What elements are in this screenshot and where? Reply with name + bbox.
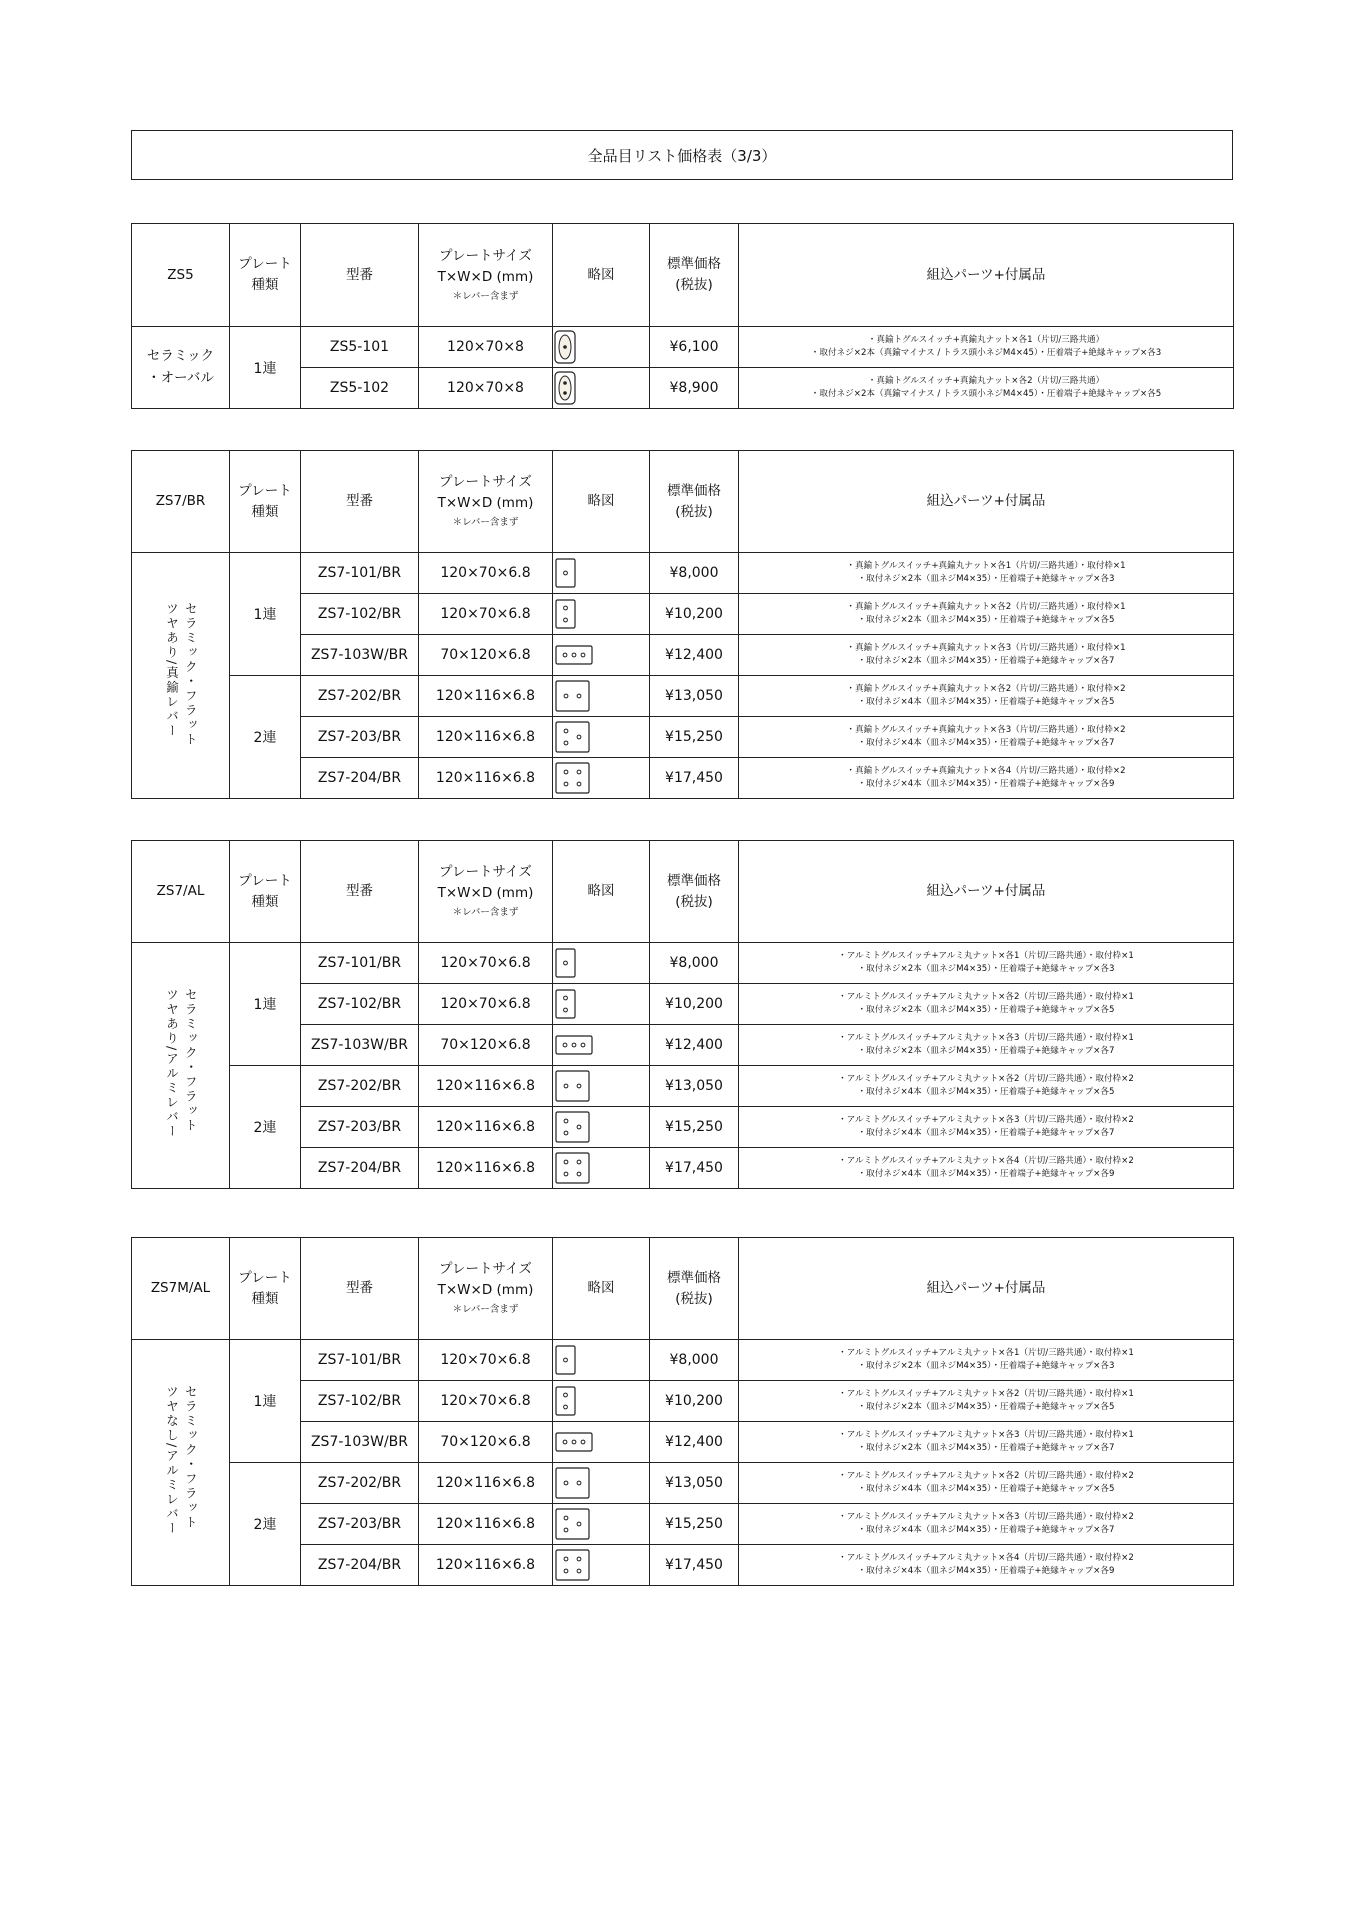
- size-cell: 70×120×6.8: [419, 1422, 553, 1463]
- table-row: [132, 1066, 1234, 1107]
- table-header-row: [132, 1238, 1234, 1340]
- price-header: 標準価格 (税抜): [650, 224, 739, 327]
- price-cell: ¥15,250: [650, 717, 739, 758]
- model-cell: ZS7-102/BR: [301, 1381, 419, 1422]
- model-cell: ZS7-103W/BR: [301, 1422, 419, 1463]
- model-cell: ZS7-203/BR: [301, 1504, 419, 1545]
- table-header-row: [132, 841, 1234, 943]
- parts-cell: ・アルミトグルスイッチ+アルミ丸ナット×各3（片切/三路共通）・取付枠×2 ・取付ネジ×4本（皿ネジM4×35）・圧着端子+絶縁キャップ×各7: [739, 1107, 1234, 1148]
- plate-type-header: プレート 種類: [230, 1238, 301, 1340]
- parts-cell: ・真鍮トグルスイッチ+真鍮丸ナット×各2（片切/三路共通） ・取付ネジ×2本（真鍮マイナス / トラス頭小ネジM4×45）・圧着端子+絶縁キャップ×各5: [739, 368, 1234, 409]
- plate-1-switch-diagram: [553, 553, 650, 594]
- plate-1-switch-diagram: [553, 943, 650, 984]
- gang-label: 1連: [230, 1340, 301, 1463]
- size-cell: 120×70×6.8: [419, 984, 553, 1025]
- price-cell: ¥13,050: [650, 1066, 739, 1107]
- size-header: プレートサイズ T×W×D (mm) ＊レバー含まず: [419, 224, 553, 327]
- parts-cell: ・アルミトグルスイッチ+アルミ丸ナット×各1（片切/三路共通）・取付枠×1 ・取付ネジ×2本（皿ネジM4×35）・圧着端子+絶縁キャップ×各3: [739, 1340, 1234, 1381]
- parts-cell: ・アルミトグルスイッチ+アルミ丸ナット×各2（片切/三路共通）・取付枠×2 ・取付ネジ×4本（皿ネジM4×35）・圧着端子+絶縁キャップ×各5: [739, 1463, 1234, 1504]
- price-cell: ¥17,450: [650, 1148, 739, 1189]
- plate-category: セラミック・フラット ツヤあり/真鍮レバー: [132, 553, 230, 799]
- table-row: [132, 676, 1234, 717]
- model-cell: ZS5-102: [301, 368, 419, 409]
- gang-label: 1連: [230, 943, 301, 1066]
- model-cell: ZS7-204/BR: [301, 1545, 419, 1586]
- size-cell: 120×116×6.8: [419, 1463, 553, 1504]
- size-cell: 120×116×6.8: [419, 1148, 553, 1189]
- plate-type-header: プレート 種類: [230, 451, 301, 553]
- plate-4-switch-double-diagram: [553, 758, 650, 799]
- price-cell: ¥15,250: [650, 1107, 739, 1148]
- price-cell: ¥10,200: [650, 594, 739, 635]
- size-cell: 120×70×6.8: [419, 1340, 553, 1381]
- price-cell: ¥13,050: [650, 676, 739, 717]
- model-cell: ZS7-103W/BR: [301, 1025, 419, 1066]
- price-cell: ¥6,100: [650, 327, 739, 368]
- model-cell: ZS7-102/BR: [301, 984, 419, 1025]
- size-cell: 120×116×6.8: [419, 717, 553, 758]
- model-cell: ZS7-204/BR: [301, 1148, 419, 1189]
- plate-3-switch-double-diagram: [553, 1107, 650, 1148]
- model-header: 型番: [301, 1238, 419, 1340]
- parts-cell: ・アルミトグルスイッチ+アルミ丸ナット×各3（片切/三路共通）・取付枠×1 ・取付ネジ×2本（皿ネジM4×35）・圧着端子+絶縁キャップ×各7: [739, 1025, 1234, 1066]
- price-cell: ¥8,900: [650, 368, 739, 409]
- plate-category: セラミック ・オーバル: [132, 327, 230, 409]
- gang-label: 2連: [230, 676, 301, 799]
- size-header: プレートサイズ T×W×D (mm) ＊レバー含まず: [419, 451, 553, 553]
- plate-4-switch-double-diagram: [553, 1148, 650, 1189]
- plate-type-header: プレート 種類: [230, 841, 301, 943]
- parts-header: 組込パーツ+付属品: [739, 224, 1234, 327]
- price-cell: ¥10,200: [650, 1381, 739, 1422]
- parts-cell: ・真鍮トグルスイッチ+真鍮丸ナット×各1（片切/三路共通）・取付枠×1 ・取付ネジ×2本（皿ネジM4×35）・圧着端子+絶縁キャップ×各3: [739, 553, 1234, 594]
- model-cell: ZS7-203/BR: [301, 1107, 419, 1148]
- price-cell: ¥8,000: [650, 553, 739, 594]
- price-cell: ¥12,400: [650, 1025, 739, 1066]
- price-cell: ¥15,250: [650, 1504, 739, 1545]
- table-header-row: [132, 224, 1234, 327]
- size-cell: 70×120×6.8: [419, 635, 553, 676]
- price-header: 標準価格 (税抜): [650, 451, 739, 553]
- model-cell: ZS7-203/BR: [301, 717, 419, 758]
- gang-label: 1連: [230, 327, 301, 409]
- table-row: [132, 1340, 1234, 1381]
- price-table-section-2: [131, 840, 1234, 1189]
- plate-category: セラミック・フラット ツヤなし/アルミレバー: [132, 1340, 230, 1586]
- parts-cell: ・アルミトグルスイッチ+アルミ丸ナット×各3（片切/三路共通）・取付枠×2 ・取付ネジ×4本（皿ネジM4×35）・圧着端子+絶縁キャップ×各7: [739, 1504, 1234, 1545]
- table-row: [132, 553, 1234, 594]
- parts-cell: ・真鍮トグルスイッチ+真鍮丸ナット×各4（片切/三路共通）・取付枠×2 ・取付ネジ×4本（皿ネジM4×35）・圧着端子+絶縁キャップ×各9: [739, 758, 1234, 799]
- gang-label: 2連: [230, 1066, 301, 1189]
- model-cell: ZS7-204/BR: [301, 758, 419, 799]
- diagram-header: 略図: [553, 841, 650, 943]
- model-cell: ZS5-101: [301, 327, 419, 368]
- parts-cell: ・アルミトグルスイッチ+アルミ丸ナット×各4（片切/三路共通）・取付枠×2 ・取付ネジ×4本（皿ネジM4×35）・圧着端子+絶縁キャップ×各9: [739, 1545, 1234, 1586]
- table-row: [132, 943, 1234, 984]
- plate-type-header: プレート 種類: [230, 224, 301, 327]
- size-cell: 120×70×6.8: [419, 943, 553, 984]
- model-cell: ZS7-102/BR: [301, 594, 419, 635]
- parts-header: 組込パーツ+付属品: [739, 451, 1234, 553]
- model-cell: ZS7-103W/BR: [301, 635, 419, 676]
- size-cell: 120×116×6.8: [419, 676, 553, 717]
- parts-cell: ・アルミトグルスイッチ+アルミ丸ナット×各4（片切/三路共通）・取付枠×2 ・取付ネジ×4本（皿ネジM4×35）・圧着端子+絶縁キャップ×各9: [739, 1148, 1234, 1189]
- size-cell: 120×116×6.8: [419, 1545, 553, 1586]
- plate-3-switch-horizontal-diagram: [553, 635, 650, 676]
- plate-3-switch-horizontal-diagram: [553, 1025, 650, 1066]
- parts-cell: ・真鍮トグルスイッチ+真鍮丸ナット×各3（片切/三路共通）・取付枠×2 ・取付ネジ×4本（皿ネジM4×35）・圧着端子+絶縁キャップ×各7: [739, 717, 1234, 758]
- plate-category: セラミック・フラット ツヤあり/アルミレバー: [132, 943, 230, 1189]
- price-cell: ¥13,050: [650, 1463, 739, 1504]
- parts-cell: ・アルミトグルスイッチ+アルミ丸ナット×各3（片切/三路共通）・取付枠×1 ・取付ネジ×2本（皿ネジM4×35）・圧着端子+絶縁キャップ×各7: [739, 1422, 1234, 1463]
- size-cell: 120×116×6.8: [419, 1504, 553, 1545]
- parts-header: 組込パーツ+付属品: [739, 841, 1234, 943]
- size-header: プレートサイズ T×W×D (mm) ＊レバー含まず: [419, 1238, 553, 1340]
- model-cell: ZS7-101/BR: [301, 553, 419, 594]
- price-cell: ¥8,000: [650, 1340, 739, 1381]
- table-header-row: [132, 451, 1234, 553]
- parts-cell: ・真鍮トグルスイッチ+真鍮丸ナット×各2（片切/三路共通）・取付枠×2 ・取付ネジ×4本（皿ネジM4×35）・圧着端子+絶縁キャップ×各5: [739, 676, 1234, 717]
- size-cell: 120×70×8: [419, 327, 553, 368]
- price-table-zs5: [131, 223, 1234, 409]
- size-cell: 120×70×6.8: [419, 553, 553, 594]
- plate-4-switch-double-diagram: [553, 1545, 650, 1586]
- diagram-header: 略図: [553, 451, 650, 553]
- page-title: 全品目リスト価格表（3/3）: [131, 130, 1233, 180]
- price-cell: ¥17,450: [650, 1545, 739, 1586]
- gang-label: 1連: [230, 553, 301, 676]
- model-header: 型番: [301, 451, 419, 553]
- size-cell: 120×116×6.8: [419, 1107, 553, 1148]
- parts-cell: ・アルミトグルスイッチ+アルミ丸ナット×各2（片切/三路共通）・取付枠×2 ・取付ネジ×4本（皿ネジM4×35）・圧着端子+絶縁キャップ×各5: [739, 1066, 1234, 1107]
- series-header: ZS7M/AL: [132, 1238, 230, 1340]
- oval-plate-2-switch-diagram: [553, 368, 650, 409]
- plate-1-switch-diagram: [553, 1340, 650, 1381]
- price-header: 標準価格 (税抜): [650, 841, 739, 943]
- model-header: 型番: [301, 841, 419, 943]
- size-cell: 120×70×6.8: [419, 594, 553, 635]
- diagram-header: 略図: [553, 224, 650, 327]
- price-table-section-1: [131, 450, 1234, 799]
- series-header: ZS5: [132, 224, 230, 327]
- price-cell: ¥8,000: [650, 943, 739, 984]
- parts-header: 組込パーツ+付属品: [739, 1238, 1234, 1340]
- parts-cell: ・アルミトグルスイッチ+アルミ丸ナット×各2（片切/三路共通）・取付枠×1 ・取付ネジ×2本（皿ネジM4×35）・圧着端子+絶縁キャップ×各5: [739, 984, 1234, 1025]
- table-row: [132, 327, 1234, 368]
- size-cell: 120×70×6.8: [419, 1381, 553, 1422]
- model-cell: ZS7-202/BR: [301, 1066, 419, 1107]
- size-header: プレートサイズ T×W×D (mm) ＊レバー含まず: [419, 841, 553, 943]
- parts-cell: ・真鍮トグルスイッチ+真鍮丸ナット×各3（片切/三路共通）・取付枠×1 ・取付ネジ×2本（皿ネジM4×35）・圧着端子+絶縁キャップ×各7: [739, 635, 1234, 676]
- price-cell: ¥10,200: [650, 984, 739, 1025]
- parts-cell: ・アルミトグルスイッチ+アルミ丸ナット×各1（片切/三路共通）・取付枠×1 ・取付ネジ×2本（皿ネジM4×35）・圧着端子+絶縁キャップ×各3: [739, 943, 1234, 984]
- model-header: 型番: [301, 224, 419, 327]
- plate-2-switch-vertical-diagram: [553, 1381, 650, 1422]
- size-cell: 120×70×8: [419, 368, 553, 409]
- price-cell: ¥17,450: [650, 758, 739, 799]
- plate-2-switch-vertical-diagram: [553, 984, 650, 1025]
- plate-2-switch-vertical-diagram: [553, 594, 650, 635]
- size-cell: 120×116×6.8: [419, 758, 553, 799]
- model-cell: ZS7-202/BR: [301, 1463, 419, 1504]
- price-cell: ¥12,400: [650, 635, 739, 676]
- plate-3-switch-double-diagram: [553, 1504, 650, 1545]
- size-cell: 120×116×6.8: [419, 1066, 553, 1107]
- model-cell: ZS7-101/BR: [301, 1340, 419, 1381]
- diagram-header: 略図: [553, 1238, 650, 1340]
- plate-2-switch-double-diagram: [553, 1066, 650, 1107]
- series-header: ZS7/AL: [132, 841, 230, 943]
- series-header: ZS7/BR: [132, 451, 230, 553]
- size-cell: 70×120×6.8: [419, 1025, 553, 1066]
- parts-cell: ・真鍮トグルスイッチ+真鍮丸ナット×各1（片切/三路共通） ・取付ネジ×2本（真鍮マイナス / トラス頭小ネジM4×45）・圧着端子+絶縁キャップ×各3: [739, 327, 1234, 368]
- price-cell: ¥12,400: [650, 1422, 739, 1463]
- gang-label: 2連: [230, 1463, 301, 1586]
- plate-3-switch-double-diagram: [553, 717, 650, 758]
- plate-2-switch-double-diagram: [553, 676, 650, 717]
- price-header: 標準価格 (税抜): [650, 1238, 739, 1340]
- model-cell: ZS7-101/BR: [301, 943, 419, 984]
- model-cell: ZS7-202/BR: [301, 676, 419, 717]
- table-row: [132, 1463, 1234, 1504]
- price-table-section-3: [131, 1237, 1234, 1586]
- plate-3-switch-horizontal-diagram: [553, 1422, 650, 1463]
- oval-plate-1-switch-diagram: [553, 327, 650, 368]
- parts-cell: ・真鍮トグルスイッチ+真鍮丸ナット×各2（片切/三路共通）・取付枠×1 ・取付ネジ×2本（皿ネジM4×35）・圧着端子+絶縁キャップ×各5: [739, 594, 1234, 635]
- plate-2-switch-double-diagram: [553, 1463, 650, 1504]
- parts-cell: ・アルミトグルスイッチ+アルミ丸ナット×各2（片切/三路共通）・取付枠×1 ・取付ネジ×2本（皿ネジM4×35）・圧着端子+絶縁キャップ×各5: [739, 1381, 1234, 1422]
